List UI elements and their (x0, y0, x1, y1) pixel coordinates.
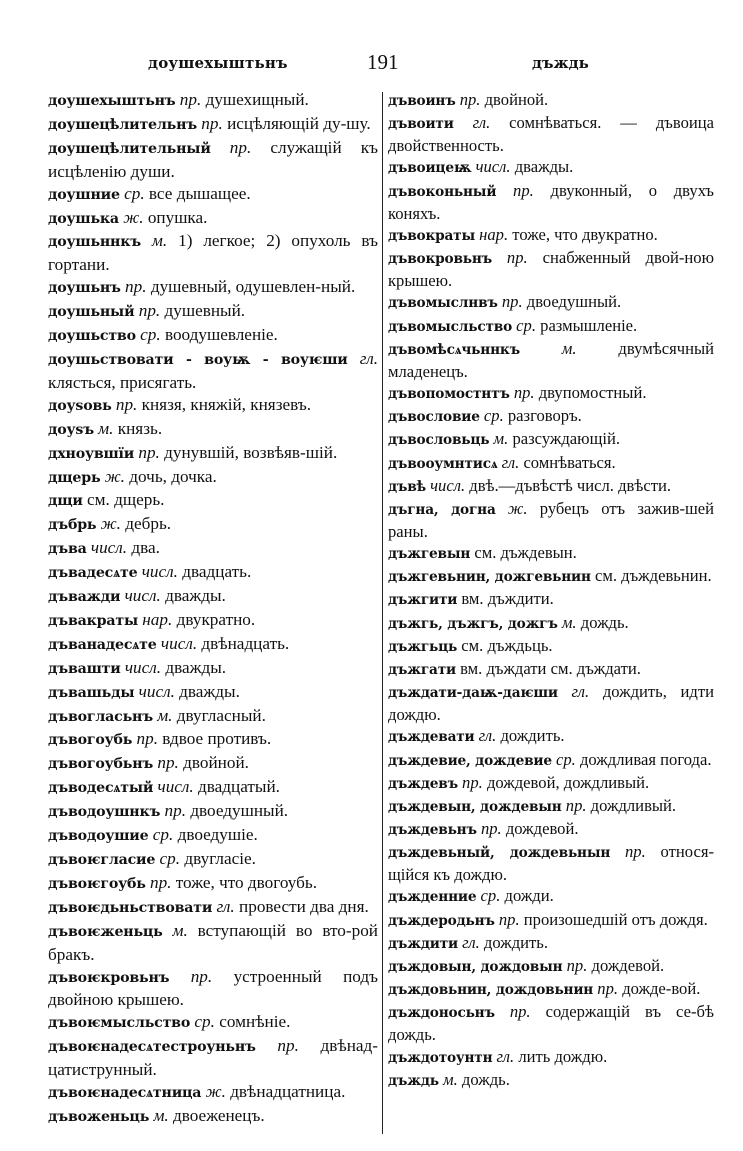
entry-definition: двадцатый. (198, 777, 280, 797)
dictionary-entry (388, 1046, 714, 1069)
dictionary-entry (48, 776, 378, 800)
entry-grammar: пр. (625, 842, 646, 862)
entry-headword: доушьство (48, 328, 136, 345)
entry-grammar: ср. (140, 325, 161, 345)
entry-definition: дебрь. (125, 514, 172, 534)
entry-definition: сомнѣніе. (219, 1012, 291, 1032)
entry-headword: доушехыштьнъ (48, 93, 176, 109)
entry-headword: дъвадесѧте (48, 565, 138, 582)
entry-headword: дъвооумнтисѧ (388, 455, 498, 472)
entry-headword: дъждовьнин, дождовьнин (388, 982, 594, 999)
dictionary-entry (388, 612, 714, 635)
dictionary-entry (388, 749, 714, 772)
entry-grammar: пр. (190, 966, 213, 986)
dictionary-entry (48, 585, 378, 609)
entry-headword: дъвоити (388, 116, 454, 133)
entry-headword: дъвоѥнадесѧтница (48, 1085, 202, 1102)
entry-grammar: числ. (157, 777, 194, 797)
dictionary-entry (48, 872, 378, 896)
entry-definition: опушка. (147, 207, 208, 227)
entry-grammar: пр. (136, 729, 158, 749)
dictionary-entry (388, 498, 714, 542)
entry-grammar: ж. (507, 498, 528, 518)
entry-grammar: ж. (123, 207, 144, 227)
dictionary-entry (388, 475, 714, 498)
dictionary-entry (388, 635, 714, 658)
entry-headword: дъвословьць (388, 432, 490, 449)
entry-headword: дъвоѥкровьнъ (48, 969, 170, 986)
entry-definition: вступающій во вто-рой бракъ. (48, 920, 378, 964)
entry-grammar: числ. (124, 586, 161, 606)
dictionary-entry (388, 224, 714, 247)
dictionary-entry (48, 681, 378, 705)
entry-headword: дъждоносьнъ (388, 1005, 495, 1022)
dictionary-entry (48, 489, 378, 513)
entry-headword: доушьнъ (48, 280, 121, 297)
entry-headword: дъвократы (388, 227, 475, 244)
entry-grammar: пр. (509, 1002, 531, 1022)
entry-headword: доушецѣлительнъ (48, 116, 197, 133)
entry-grammar: пр. (125, 277, 147, 297)
entry-definition: клясться, присягать. (48, 372, 197, 392)
dictionary-entry (48, 966, 378, 1012)
entry-grammar: пр. (498, 909, 520, 929)
entry-headword: дъждовын, дождовын (388, 958, 563, 975)
entry-grammar: гл. (472, 113, 491, 133)
entry-definition: двѣнадцатница. (230, 1082, 346, 1102)
entry-definition: см. дщерь. (87, 490, 165, 510)
dictionary-entry (388, 681, 714, 725)
dictionary-entry (48, 896, 378, 920)
entry-headword: доушние (48, 186, 120, 203)
dictionary-entry (48, 752, 378, 776)
entry-headword: доушьннкъ (48, 234, 141, 251)
dictionary-entry (388, 841, 714, 885)
entry-definition: сомнѣваться. (523, 452, 616, 472)
entry-definition: снабженный двой-ною крышею. (388, 248, 714, 291)
entry-definition: см. дъждевын. (474, 543, 577, 563)
entry-definition: дунувшій, возвѣяв-шій. (164, 442, 338, 462)
dictionary-entry (388, 565, 714, 588)
entry-headword: дъвѣ (388, 478, 426, 495)
entry-grammar: гл. (478, 726, 497, 746)
dictionary-entry (48, 824, 378, 848)
entry-definition: вдвое противъ. (162, 729, 272, 749)
entry-headword: дъжгевын (388, 546, 471, 563)
entry-definition: дождливая погода. (579, 749, 712, 769)
entry-headword: доуѕъ (48, 421, 94, 438)
entry-grammar: ж. (104, 466, 125, 486)
entry-grammar: нар. (479, 224, 509, 244)
entry-definition: дважды. (514, 157, 574, 177)
entry-grammar: м. (151, 231, 168, 251)
entry-definition: тоже, что двукратно. (512, 224, 658, 244)
entry-definition: дождевой, дождливый. (486, 772, 650, 792)
entry-definition: двугласіе. (184, 849, 256, 868)
dictionary-entry (48, 418, 378, 442)
entry-grammar: пр. (565, 795, 587, 815)
entry-headword: дъвоконьный (388, 183, 497, 200)
entry-definition: двумѣсячный младенецъ. (388, 338, 714, 381)
entry-definition: душехищный. (205, 90, 309, 109)
entry-headword: дъвоѥженьць (48, 923, 163, 940)
entry-grammar: пр. (480, 819, 502, 838)
entry-definition: двѣнад-цатиструнный. (48, 1036, 379, 1080)
entry-grammar: пр. (164, 801, 187, 821)
entry-headword: дъводесѧтый (48, 780, 154, 797)
entry-grammar: ср. (516, 315, 536, 335)
entry-definition: дождь. (461, 1069, 510, 1089)
dictionary-entry (48, 705, 378, 729)
entry-definition: дождить. (483, 932, 548, 952)
entry-definition: дождить, идти дождю. (388, 682, 715, 725)
entry-grammar: пр. (138, 301, 161, 321)
entry-grammar: м. (157, 705, 173, 725)
dictionary-entry (388, 909, 714, 932)
entry-definition: 1) легкое; 2) опухоль въ гортани. (48, 231, 379, 275)
entry-definition: два. (131, 538, 160, 558)
entry-grammar: м. (98, 418, 114, 438)
entry-grammar: ср. (194, 1012, 215, 1032)
entry-headword: доушьный (48, 304, 135, 321)
dictionary-entry (48, 848, 378, 872)
entry-headword: дъванадесѧте (48, 636, 157, 653)
entry-grammar: м. (443, 1069, 458, 1089)
entry-definition: двойной. (183, 753, 249, 773)
entry-grammar: ср. (483, 406, 504, 426)
entry-headword: дъжгити (388, 592, 458, 609)
entry-grammar: м. (493, 429, 509, 449)
dictionary-entry (48, 1081, 378, 1105)
dictionary-entry (48, 513, 378, 537)
entry-headword: дъждевие, дождевие (388, 752, 552, 769)
entry-headword: дъвопомостнтъ (388, 386, 510, 403)
entry-headword: дъвакраты (48, 612, 138, 629)
entry-definition: рубецъ отъ зажив-шей раны. (388, 498, 714, 541)
entry-definition: дважды. (165, 586, 226, 606)
entry-headword: доушецѣлительный (48, 140, 211, 157)
entry-headword: дъвомыслнвъ (388, 295, 498, 312)
entry-grammar: ср. (152, 825, 174, 845)
dictionary-entry (388, 955, 714, 978)
entry-definition: двоедушіе. (177, 825, 258, 845)
entry-grammar: гл. (501, 452, 520, 472)
entry-grammar: пр. (513, 383, 535, 403)
entry-headword: дъжгь, дъжгъ, дожгъ (388, 615, 558, 632)
dictionary-entry (388, 725, 714, 748)
entry-definition: дважды. (179, 681, 240, 701)
entry-headword: дщерь (48, 469, 101, 486)
entry-definition: дважды. (165, 657, 227, 677)
dictionary-entry (388, 772, 714, 795)
entry-definition: исцѣляющій ду-шу. (227, 113, 371, 133)
page-header (0, 50, 743, 80)
dictionary-entry (388, 180, 714, 224)
dictionary-entry (48, 89, 378, 113)
entry-grammar: пр. (115, 394, 138, 414)
entry-grammar: пр. (513, 180, 534, 200)
entry-headword: дъвогласьнъ (48, 708, 153, 725)
entry-grammar: гл. (216, 896, 235, 916)
entry-headword: дъждати-даѭ-даѥши (388, 685, 558, 702)
entry-definition: содержащій въ се-бѣ дождь. (388, 1002, 714, 1045)
entry-grammar: гл. (462, 932, 480, 952)
dictionary-entry (48, 300, 378, 324)
dictionary-entry (388, 112, 714, 156)
entry-grammar: м. (153, 1105, 169, 1125)
entry-headword: дъждевын, дождевын (388, 798, 562, 815)
dictionary-entry (388, 978, 714, 1001)
entry-grammar: числ. (430, 475, 466, 495)
entry-headword: дъждевьнъ (388, 822, 477, 838)
dictionary-entry (48, 1011, 378, 1035)
dictionary-entry (48, 230, 378, 276)
entry-grammar: ср. (480, 886, 501, 906)
dictionary-entry (388, 291, 714, 314)
dictionary-entry (388, 338, 714, 382)
running-head-left: доушехыштьнъ (148, 54, 288, 72)
entry-headword: доушьствовати - воуѭ - воуѥши (48, 351, 348, 368)
entry-definition: размышленіе. (540, 315, 638, 335)
dictionary-entry (388, 818, 714, 841)
entry-headword: дъвоѥмысльство (48, 1015, 191, 1032)
dictionary-entry (388, 542, 714, 565)
entry-grammar: пр. (597, 979, 619, 999)
running-head-right: дъждь (532, 54, 589, 72)
right-column (388, 89, 714, 1092)
entry-headword: дъждевати (388, 729, 475, 746)
entry-grammar: числ. (124, 657, 162, 677)
dictionary-entry (48, 1105, 378, 1129)
page-number: 191 (367, 50, 399, 74)
entry-headword: дщи (48, 493, 83, 510)
dictionary-entry (48, 466, 378, 490)
entry-grammar: ж. (205, 1082, 226, 1102)
dictionary-entry (48, 561, 378, 585)
dictionary-entry (388, 588, 714, 611)
entry-grammar: ср. (556, 749, 576, 769)
entry-headword: дъжгевьнин, дожгевьнин (388, 569, 591, 586)
entry-headword: доушька (48, 210, 119, 227)
dictionary-entry (388, 405, 714, 428)
entry-definition: двѣнадцать. (201, 633, 290, 653)
dictionary-entry (388, 1001, 714, 1045)
entry-headword: дъвоѥгласие (48, 852, 156, 868)
entry-headword: дъждевъ (388, 775, 458, 792)
dictionary-entry (388, 795, 714, 818)
entry-grammar: пр. (462, 772, 483, 792)
entry-definition: см. дъждевьнин. (594, 566, 712, 586)
entry-definition: относя-щійся къ дождю. (388, 842, 714, 885)
dictionary-entry (48, 920, 378, 966)
entry-grammar: пр. (201, 113, 223, 133)
entry-definition: дочь, дочка. (129, 466, 217, 486)
entry-definition: вм. дъждити. (461, 589, 554, 609)
entry-definition: произошедшій отъ дождя. (523, 909, 708, 929)
entry-grammar: ср. (124, 183, 145, 203)
entry-headword: дъвокровьнъ (388, 251, 492, 268)
dictionary-entry (388, 1069, 714, 1092)
entry-headword: дъва (48, 541, 87, 558)
entry-definition: князя, княжій, князевъ. (141, 394, 312, 414)
entry-headword: дъждевьный, дождевьнын (388, 845, 611, 862)
entry-definition: дождевой. (505, 819, 579, 838)
dictionary-entry (388, 89, 714, 112)
entry-headword: дъводоушнкъ (48, 804, 161, 821)
entry-headword: дъбрь (48, 517, 97, 534)
entry-grammar: ж. (100, 514, 121, 534)
dictionary-entry (48, 609, 378, 633)
entry-grammar: ср. (159, 849, 181, 868)
dictionary-entry (388, 658, 714, 681)
entry-headword: дъвогоубь (48, 732, 133, 749)
entry-grammar: гл. (359, 348, 378, 368)
entry-definition: двупомостный. (538, 383, 647, 403)
entry-headword: дъвоѥнадесѧтестроуньнъ (48, 1039, 256, 1056)
entry-definition: двукратно. (176, 609, 256, 629)
entry-headword: дъждеродьнъ (388, 912, 495, 929)
entry-headword: дъждотоунтн (388, 1049, 493, 1066)
left-column (48, 89, 378, 1129)
entry-headword: дъвогоубьнъ (48, 756, 154, 773)
entry-definition: тоже, что двогоубь. (175, 872, 318, 892)
entry-definition: двѣ.—дъвѣстѣ числ. двѣсти. (469, 475, 672, 495)
entry-definition: дожде-вой. (622, 979, 701, 999)
dictionary-entry (388, 428, 714, 451)
entry-grammar: числ. (141, 562, 178, 582)
dictionary-entry (48, 183, 378, 207)
entry-headword: дъвоженьць (48, 1108, 150, 1125)
entry-grammar: пр. (157, 753, 179, 773)
entry-grammar: нар. (142, 609, 173, 629)
entry-headword: дъгна, догна (388, 501, 496, 518)
entry-grammar: числ. (475, 157, 511, 177)
entry-headword: дъждити (388, 935, 458, 952)
entry-grammar: пр. (179, 90, 202, 109)
dictionary-entry (48, 442, 378, 466)
entry-definition: дожди. (504, 886, 554, 906)
entry-headword: дъвоѥгоубь (48, 875, 146, 892)
entry-headword: дъвомысльство (388, 318, 513, 335)
dictionary-entry (388, 885, 714, 908)
entry-definition: устроенный подъ двойною крышею. (48, 966, 379, 1010)
entry-definition: душевный, одушевлен-ный. (150, 277, 356, 297)
entry-definition: вм. дъждати см. дъждати. (460, 658, 641, 678)
entry-definition: служащій къ исцѣленію души. (48, 137, 379, 181)
entry-definition: все дышащее. (148, 183, 251, 203)
dictionary-entry (48, 324, 378, 348)
dictionary-entry (388, 932, 714, 955)
column-divider (382, 92, 383, 1134)
dictionary-entry (388, 452, 714, 475)
entry-headword: дъжгати (388, 661, 456, 678)
entry-grammar: пр. (501, 292, 523, 312)
dictionary-entry (48, 657, 378, 681)
entry-definition: провести два дня. (239, 896, 369, 916)
dictionary-entry (48, 633, 378, 657)
entry-grammar: гл. (571, 682, 590, 702)
entry-definition: двоедушный. (190, 801, 289, 821)
entry-definition: двугласный. (176, 705, 266, 725)
entry-grammar: пр. (459, 90, 481, 109)
entry-grammar: м. (561, 612, 577, 632)
entry-headword: дъжгьць (388, 638, 458, 655)
entry-definition: двойной. (484, 90, 549, 109)
entry-definition: воодушевленіе. (164, 325, 278, 345)
entry-headword: дъвоѥдьньствовати (48, 899, 213, 916)
entry-definition: двуконный, о двухъ коняхъ. (388, 180, 714, 223)
entry-definition: лить дождю. (518, 1046, 608, 1066)
entry-grammar: м. (561, 338, 577, 358)
entry-headword: дъвоицеѭ (388, 160, 472, 177)
entry-definition: сомнѣваться. — дъвоица двойственность. (388, 113, 714, 156)
entry-headword: дъвословие (388, 409, 480, 426)
entry-grammar: числ. (90, 538, 128, 558)
entry-headword: дъжденние (388, 889, 477, 906)
entry-definition: душевный. (164, 301, 246, 321)
dictionary-entry (48, 800, 378, 824)
entry-definition: князь. (117, 418, 163, 438)
entry-definition: дождевой. (591, 955, 665, 975)
entry-grammar: пр. (149, 872, 172, 892)
entry-grammar: пр. (506, 248, 528, 268)
entry-grammar: м. (172, 920, 188, 940)
dictionary-entry (388, 382, 714, 405)
entry-definition: двоеженецъ. (173, 1105, 265, 1125)
entry-grammar: числ. (138, 681, 175, 701)
dictionary-entry (388, 315, 714, 338)
entry-definition: разговоръ. (507, 406, 582, 426)
entry-definition: двоедушный. (526, 292, 622, 312)
dictionary-entry (48, 728, 378, 752)
entry-grammar: пр. (566, 955, 588, 975)
entry-headword: дъвоинъ (388, 93, 456, 109)
entry-grammar: гл. (496, 1046, 515, 1066)
entry-definition: двадцать. (182, 562, 252, 582)
entry-grammar: пр. (277, 1036, 299, 1056)
dictionary-entry (48, 348, 378, 394)
dictionary-entry (388, 247, 714, 291)
dictionary-entry (48, 1035, 378, 1081)
entry-grammar: пр. (138, 442, 160, 462)
entry-definition: дождить. (500, 726, 565, 746)
dictionary-entry (48, 137, 378, 183)
dictionary-entry (388, 156, 714, 179)
entry-grammar: числ. (160, 633, 198, 653)
dictionary-entry (48, 276, 378, 300)
dictionary-entry (48, 207, 378, 231)
entry-headword: дъвомѣсѧчьннкъ (388, 341, 520, 358)
entry-grammar: пр. (229, 137, 252, 157)
entry-headword: дъважди (48, 589, 121, 606)
entry-headword: дхноувшїи (48, 445, 135, 462)
entry-definition: разсуждающій. (512, 429, 620, 449)
entry-definition: дождь. (580, 612, 629, 632)
entry-definition: см. дъждьць. (461, 635, 553, 655)
entry-definition: дождливый. (590, 795, 677, 815)
dictionary-entry (48, 113, 378, 137)
entry-headword: дъждь (388, 1072, 439, 1089)
dictionary-entry (48, 394, 378, 418)
entry-headword: дъвашьды (48, 684, 135, 701)
entry-headword: дъвашти (48, 660, 121, 677)
entry-headword: дъводоушие (48, 828, 149, 845)
entry-headword: доуѕовь (48, 397, 112, 414)
dictionary-entry (48, 537, 378, 561)
